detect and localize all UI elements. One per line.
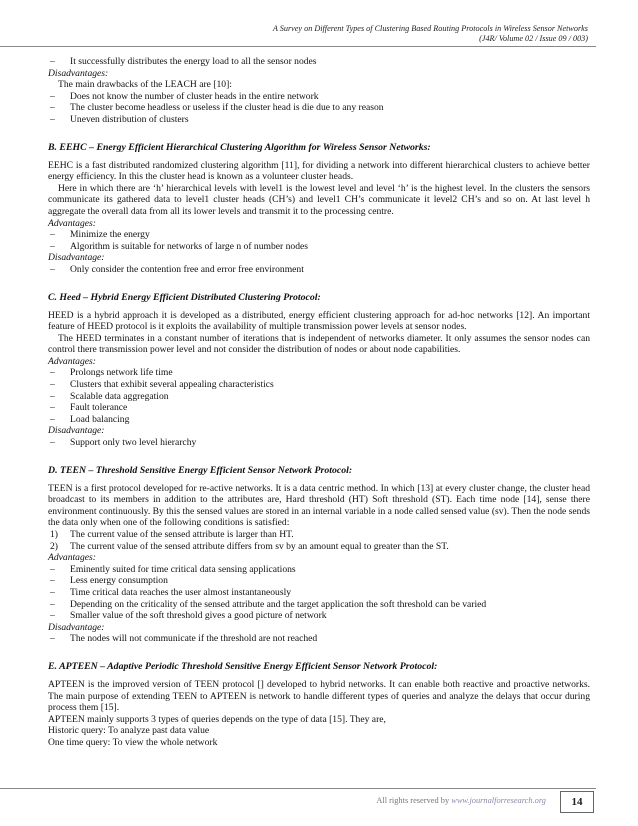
heed-paragraph-2: The HEED terminates in a constant number of iterations that is independent of networks diameter. It only assumes the sensor nodes can control there transmission power level and not consider the distribution of nodes or about node capabilities. bbox=[48, 332, 590, 356]
list-item: – Scalable data aggregation bbox=[48, 391, 590, 403]
heed-paragraph-1: HEED is a hybrid approach it is developed as a distributed, energy efficient clustering approach for ad-hoc networks [12]. An important feature of HEED protocol is it exploits the availability of multiple transmission power levels at sensor nodes. bbox=[48, 309, 590, 333]
leach-disadvantage-list bbox=[48, 91, 590, 126]
header-title: A Survey on Different Types of Clustering Based Routing Protocols in Wireless Sensor Networks bbox=[272, 24, 588, 33]
leach-drawbacks-intro: The main drawbacks of the LEACH are [10]: bbox=[58, 79, 232, 91]
list-item bbox=[48, 529, 590, 541]
list-item: – Time critical data reaches the user almost instantaneously bbox=[48, 587, 590, 599]
list-item: – Algorithm is suitable for networks of large n of number nodes bbox=[48, 241, 590, 253]
heed-disadvantage-list bbox=[48, 437, 590, 449]
teen-paragraph-1: TEEN is a first protocol developed for re-active networks. It is a data centric method. In which [13] at every cluster change, the cluster head broadcast to its members in addition to the attributes are, Hard threshold (HT) Soft threshold (ST). Each time node [14], sense there environment continuously. By this the sensed values are stored in an internal variable in a node called sensed value (sv). Then the node sends the data only when one of the following conditions is satisfied: bbox=[48, 482, 590, 529]
section-heading-teen: D. TEEN – Threshold Sensitive Energy Efficient Sensor Network Protocol: bbox=[48, 464, 353, 476]
list-item: – The cluster become headless or useless if the cluster head is die due to any reason bbox=[48, 102, 590, 114]
heed-advantage-list bbox=[48, 367, 590, 425]
eehc-disadvantage-list bbox=[48, 264, 590, 276]
eehc-paragraph-2: Here in which there are ‘h’ hierarchical levels with level1 is the lowest level and level ‘h’ is the highest level. In the clusters the sensors communicate its gathered data to level1 cluster heads (CH’s) and level1 CH’s communicate it level2 CH’s and so on. At last level h aggregate the overall data from all its lower levels and transmit it to the processing centre. bbox=[48, 182, 590, 217]
leach-advantage-list bbox=[48, 56, 590, 68]
teen-disadvantage-label: Disadvantage: bbox=[48, 621, 105, 633]
footer-site-link[interactable]: www.journalforresearch.org bbox=[451, 796, 546, 805]
teen-disadvantage-list bbox=[48, 633, 590, 645]
list-item bbox=[48, 541, 590, 553]
heed-disadvantage-label: Disadvantage: bbox=[48, 425, 105, 437]
footer-credit bbox=[376, 796, 546, 805]
list-item: – Only consider the contention free and error free environment bbox=[48, 264, 590, 276]
list-item: – Load balancing bbox=[48, 414, 590, 426]
condition-text: The current value of the sensed attribute differs from sv by an amount equal to greater than the ST. bbox=[70, 540, 449, 552]
apteen-paragraph-1: APTEEN is the improved version of TEEN protocol [] developed to hybrid networks. It can enable both reactive and proactive networks. The main purpose of extending TEEN to APTEEN is network to handle different types of queries and analyze the delays that occur during process them [15]. bbox=[48, 678, 590, 714]
list-item: – Does not know the number of cluster heads in the entire network bbox=[48, 91, 590, 103]
apteen-one-time-query: One time query: To view the whole network bbox=[48, 736, 218, 748]
apteen-paragraph-2: APTEEN mainly supports 3 types of queries depends on the type of data [15]. They are, bbox=[48, 713, 386, 725]
page-number: 14 bbox=[560, 791, 594, 813]
list-item: – Uneven distribution of clusters bbox=[48, 114, 590, 126]
teen-condition-list bbox=[48, 529, 590, 552]
eehc-paragraph-1: EEHC is a fast distributed randomized clustering algorithm [11], for dividing a network into different hierarchical clusters to achieve better energy efficiency. In this the cluster head is known as a volunteer cluster heads. bbox=[48, 159, 590, 183]
eehc-disadvantage-label: Disadvantage: bbox=[48, 252, 105, 264]
section-heading-eehc: B. EEHC – Energy Efficient Hierarchical Clustering Algorithm for Wireless Sensor Networks: bbox=[48, 141, 431, 153]
heed-advantages-label: Advantages: bbox=[48, 355, 96, 367]
list-item: – Clusters that exhibit several appealing characteristics bbox=[48, 379, 590, 391]
condition-number: 2) bbox=[50, 540, 58, 552]
eehc-advantage-list bbox=[48, 229, 590, 252]
list-item: – Minimize the energy bbox=[48, 229, 590, 241]
footer-rights-text: All rights reserved by bbox=[376, 796, 450, 805]
condition-text: The current value of the sensed attribute is larger than HT. bbox=[70, 529, 294, 540]
header-rule bbox=[0, 46, 596, 47]
list-item: – Support only two level hierarchy bbox=[48, 437, 590, 449]
list-item: – Fault tolerance bbox=[48, 402, 590, 414]
leach-disadvantages-label: Disadvantages: bbox=[48, 67, 109, 79]
list-item: – Less energy consumption bbox=[48, 575, 590, 587]
eehc-advantages-label: Advantages: bbox=[48, 217, 96, 229]
list-item: – Smaller value of the soft threshold gives a good picture of network bbox=[48, 610, 590, 622]
list-item: – Eminently suited for time critical data sensing applications bbox=[48, 564, 590, 576]
running-header bbox=[273, 24, 588, 44]
teen-advantages-label: Advantages: bbox=[48, 552, 96, 564]
section-heading-heed: C. Heed – Hybrid Energy Efficient Distributed Clustering Protocol: bbox=[48, 291, 321, 303]
list-item: – Depending on the criticality of the sensed attribute and the target application the soft threshold can be varied bbox=[48, 599, 590, 611]
list-item: – Prolongs network life time bbox=[48, 367, 590, 379]
list-item: – It successfully distributes the energy load to all the sensor nodes bbox=[48, 56, 590, 68]
header-issue: (J4R/ Volume 02 / Issue 09 / 003) bbox=[479, 34, 588, 43]
apteen-historic-query: Historic query: To analyze past data value bbox=[48, 725, 210, 737]
section-heading-apteen: E. APTEEN – Adaptive Periodic Threshold Sensitive Energy Efficient Sensor Network Protocol: bbox=[48, 660, 438, 672]
footer-rule bbox=[0, 788, 596, 789]
list-item: – The nodes will not communicate if the threshold are not reached bbox=[48, 633, 590, 645]
body-content bbox=[48, 56, 590, 749]
teen-advantage-list bbox=[48, 564, 590, 622]
condition-number: 1) bbox=[50, 529, 58, 540]
